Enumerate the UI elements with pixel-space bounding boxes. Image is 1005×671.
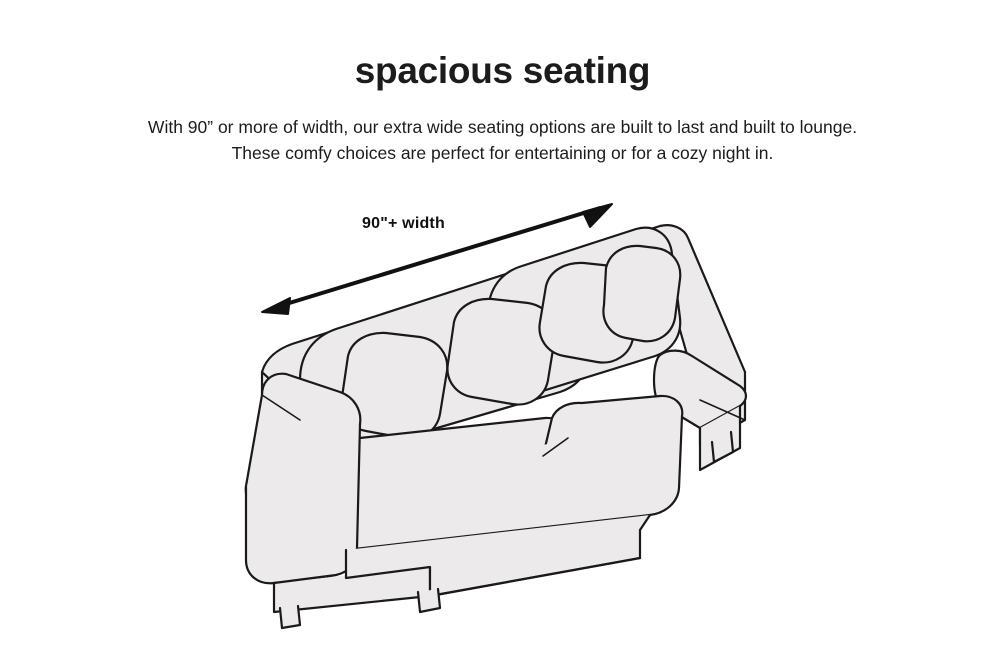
subcopy-line-1: With 90” or more of width, our extra wide seating options are built to last and built to lounge. (147, 117, 858, 137)
width-dimension-label: 90"+ width (362, 215, 445, 232)
page-title: spacious seating (354, 50, 651, 91)
subcopy-line-2: These comfy choices are perfect for entertaining or for a cozy night in. (231, 143, 774, 163)
